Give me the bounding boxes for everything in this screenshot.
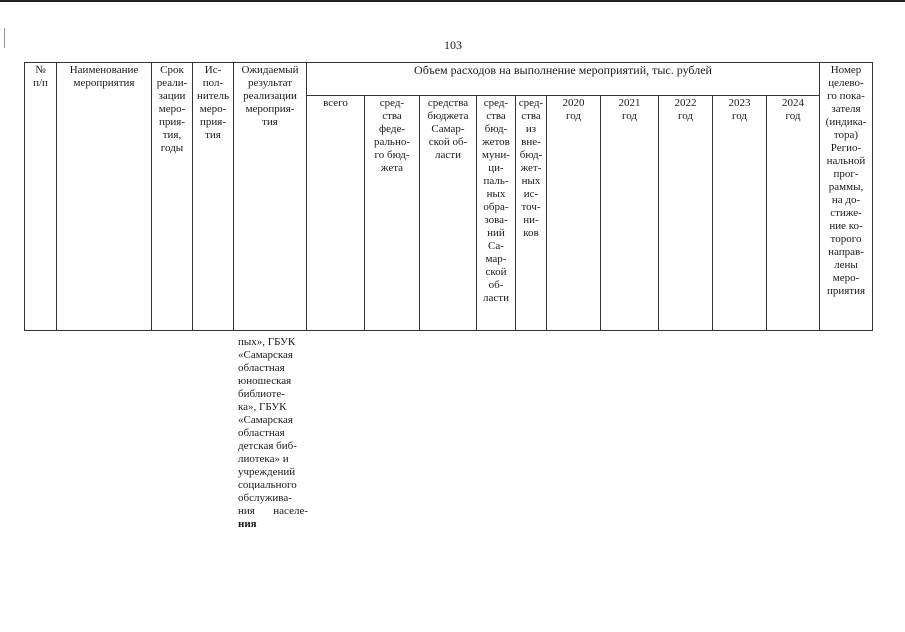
scan-edge-line [0,0,905,2]
header-number: № п/п [25,63,57,331]
result-continuation [238,336,308,531]
header-term: Срок реали- зации меро- прия- тия, годы [152,63,193,331]
continuation-last-word: ния [238,518,257,530]
header-total: всего [307,96,365,331]
header-2022: 2022 год [659,96,713,331]
continuation-text: пых», ГБУК «Самарская областная юношеская библиоте- ка», ГБУК «Самарская областная детская биб- лиотека» и учреждений социального обслужива- ния населе- [238,336,308,517]
header-2020: 2020 год [547,96,601,331]
header-indicator: Номер целево- го пока- зателя (индика- тора) Регио- нальной прог- раммы, на до- стиже- ние ко- торого направ- лены меро- приятия [820,63,873,331]
header-2021: 2021 год [601,96,659,331]
header-name: Наименование мероприятия [57,63,152,331]
expenses-table [24,62,873,331]
header-executor: Ис- пол- нитель меро- прия- тия [193,63,234,331]
header-federal: сред- ства феде- рально- го бюд- жета [365,96,420,331]
header-regional: средства бюджета Самар- ской об- ласти [420,96,477,331]
page-number: 103 [444,38,462,52]
header-expenses: Объем расходов на выполнение мероприятий, тыс. рублей [307,63,820,96]
header-2024: 2024 год [767,96,820,331]
header-extra: сред- ства из вне- бюд- жет- ных ис- точ- ни- ков [516,96,547,331]
header-2023: 2023 год [713,96,767,331]
header-municipal: сред- ства бюд- жетов муни- ци- паль- ных обра- зова- ний Са- мар- ской об- ласти [477,96,516,331]
header-result: Ожидаемый результат реализации мероприя- тия [234,63,307,331]
scan-margin-mark [4,28,5,48]
table-header-row-1 [25,63,873,96]
